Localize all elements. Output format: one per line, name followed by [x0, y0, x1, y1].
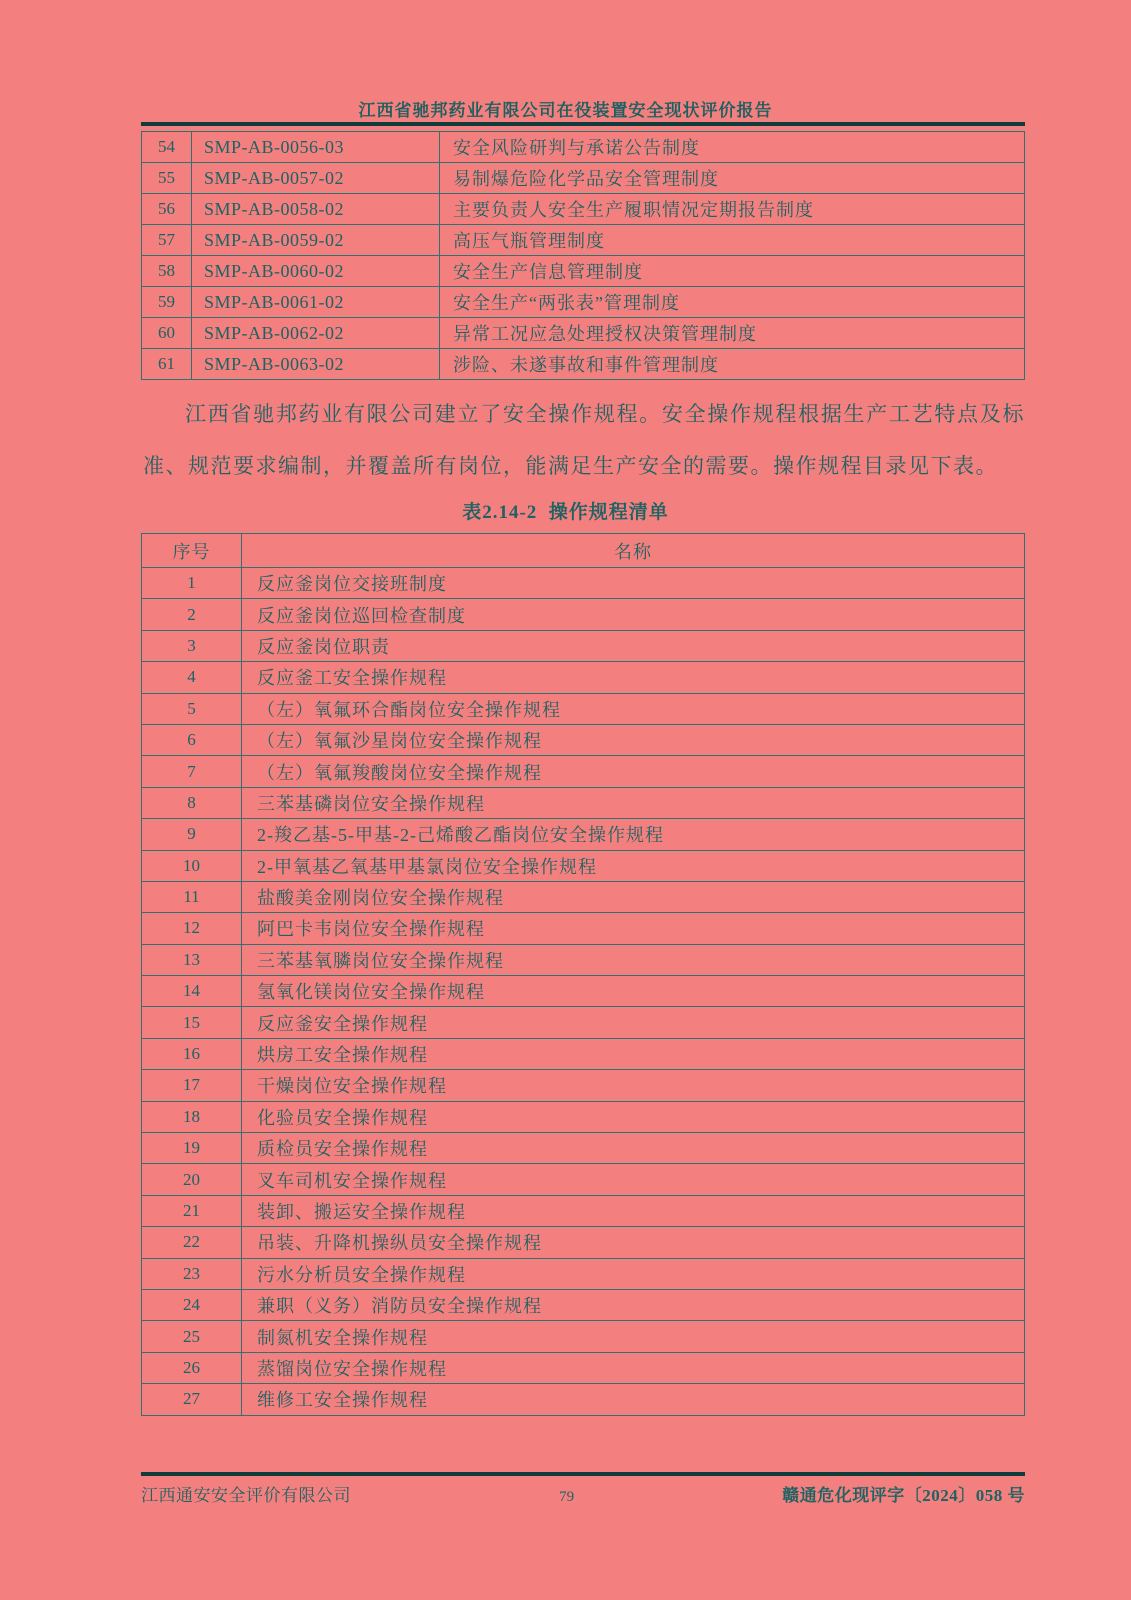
row-number: 11 [142, 881, 242, 912]
row-name: 制氮机安全操作规程 [242, 1321, 1025, 1352]
table-row [142, 1352, 1025, 1383]
row-number: 55 [142, 163, 192, 194]
row-name: 三苯基磷岗位安全操作规程 [242, 787, 1025, 818]
table-row [142, 1164, 1025, 1195]
table-row [142, 976, 1025, 1007]
row-number: 12 [142, 913, 242, 944]
table-row [142, 318, 1025, 349]
row-code: SMP-AB-0062-02 [192, 318, 440, 349]
row-name: 干燥岗位安全操作规程 [242, 1070, 1025, 1101]
row-name: 阿巴卡韦岗位安全操作规程 [242, 913, 1025, 944]
row-name: 反应釜岗位巡回检查制度 [242, 599, 1025, 630]
row-number: 61 [142, 349, 192, 380]
row-name: 反应釜安全操作规程 [242, 1007, 1025, 1038]
row-name: 污水分析员安全操作规程 [242, 1258, 1025, 1289]
row-number: 54 [142, 132, 192, 163]
row-name: 异常工况应急处理授权决策管理制度 [440, 318, 1025, 349]
table-row [142, 787, 1025, 818]
row-number: 22 [142, 1227, 242, 1258]
row-number: 27 [142, 1384, 242, 1415]
table-row [142, 1289, 1025, 1320]
table-row [142, 1007, 1025, 1038]
row-name: 蒸馏岗位安全操作规程 [242, 1352, 1025, 1383]
row-code: SMP-AB-0059-02 [192, 225, 440, 256]
row-name: （左）氧氟羧酸岗位安全操作规程 [242, 756, 1025, 787]
row-name: 2-羧乙基-5-甲基-2-己烯酸乙酯岗位安全操作规程 [242, 819, 1025, 850]
row-number: 59 [142, 287, 192, 318]
table-row [142, 1038, 1025, 1069]
table-caption: 表2.14-2 操作规程清单 [462, 502, 669, 523]
table-row [142, 163, 1025, 194]
row-name: 氢氧化镁岗位安全操作规程 [242, 976, 1025, 1007]
table-row [142, 194, 1025, 225]
table-row [142, 819, 1025, 850]
row-number: 18 [142, 1101, 242, 1132]
row-name: 装卸、搬运安全操作规程 [242, 1195, 1025, 1226]
row-number: 15 [142, 1007, 242, 1038]
footer-doc-number: 赣通危化现评字〔2024〕058 号 [782, 1486, 1025, 1505]
row-code: SMP-AB-0061-02 [192, 287, 440, 318]
row-name: （左）氧氟环合酯岗位安全操作规程 [242, 693, 1025, 724]
row-number: 5 [142, 693, 242, 724]
table-row [142, 1195, 1025, 1226]
row-number: 19 [142, 1133, 242, 1164]
row-name: （左）氧氟沙星岗位安全操作规程 [242, 724, 1025, 755]
table-row [142, 349, 1025, 380]
row-number: 17 [142, 1070, 242, 1101]
footer-rule [141, 1472, 1025, 1476]
table-row [142, 1227, 1025, 1258]
header-rule [141, 122, 1025, 126]
table-row [142, 225, 1025, 256]
row-number: 2 [142, 599, 242, 630]
row-code: SMP-AB-0063-02 [192, 349, 440, 380]
row-code: SMP-AB-0057-02 [192, 163, 440, 194]
row-number: 13 [142, 944, 242, 975]
table-row [142, 693, 1025, 724]
table-row [142, 724, 1025, 755]
row-name: 质检员安全操作规程 [242, 1133, 1025, 1164]
row-number: 57 [142, 225, 192, 256]
table-row [142, 850, 1025, 881]
row-number: 14 [142, 976, 242, 1007]
row-number: 1 [142, 568, 242, 599]
row-name: 化验员安全操作规程 [242, 1101, 1025, 1132]
row-name: 叉车司机安全操作规程 [242, 1164, 1025, 1195]
row-number: 26 [142, 1352, 242, 1383]
row-number: 4 [142, 662, 242, 693]
table-row [142, 881, 1025, 912]
row-name: 兼职（义务）消防员安全操作规程 [242, 1289, 1025, 1320]
footer-company: 江西通安安全评价有限公司 [141, 1486, 351, 1505]
row-number: 58 [142, 256, 192, 287]
row-number: 6 [142, 724, 242, 755]
row-name: 安全风险研判与承诺公告制度 [440, 132, 1025, 163]
page-header-title: 江西省驰邦药业有限公司在役装置安全现状评价报告 [358, 101, 773, 120]
row-name: 维修工安全操作规程 [242, 1384, 1025, 1415]
row-number: 10 [142, 850, 242, 881]
row-code: SMP-AB-0056-03 [192, 132, 440, 163]
table-row [142, 1133, 1025, 1164]
row-number: 25 [142, 1321, 242, 1352]
page-number: 79 [559, 1489, 575, 1505]
row-name: 安全生产信息管理制度 [440, 256, 1025, 287]
row-name: 三苯基氧膦岗位安全操作规程 [242, 944, 1025, 975]
table-header-row [142, 534, 1025, 568]
row-code: SMP-AB-0060-02 [192, 256, 440, 287]
row-number: 20 [142, 1164, 242, 1195]
row-number: 9 [142, 819, 242, 850]
row-number: 7 [142, 756, 242, 787]
row-name: 反应釜工安全操作规程 [242, 662, 1025, 693]
row-number: 24 [142, 1289, 242, 1320]
page-footer [141, 1481, 1025, 1506]
row-name: 安全生产“两张表”管理制度 [440, 287, 1025, 318]
row-name: 涉险、未遂事故和事件管理制度 [440, 349, 1025, 380]
body-paragraph: 江西省驰邦药业有限公司建立了安全操作规程。安全操作规程根据生产工艺特点及标准、规范要求编制，并覆盖所有岗位，能满足生产安全的需要。操作规程目录见下表。 [143, 402, 1025, 478]
row-number: 23 [142, 1258, 242, 1289]
row-name: 反应釜岗位交接班制度 [242, 568, 1025, 599]
col-header-number: 序号 [142, 534, 242, 568]
table-row [142, 1258, 1025, 1289]
table-row [142, 256, 1025, 287]
row-name: 高压气瓶管理制度 [440, 225, 1025, 256]
row-name: 易制爆危险化学品安全管理制度 [440, 163, 1025, 194]
table-row [142, 287, 1025, 318]
row-number: 8 [142, 787, 242, 818]
table-row [142, 599, 1025, 630]
table-row [142, 568, 1025, 599]
management-system-table [141, 131, 1025, 380]
row-number: 60 [142, 318, 192, 349]
table-row [142, 132, 1025, 163]
table-row [142, 662, 1025, 693]
table-row [142, 1101, 1025, 1132]
table-row [142, 944, 1025, 975]
table-row [142, 913, 1025, 944]
table-row [142, 756, 1025, 787]
row-code: SMP-AB-0058-02 [192, 194, 440, 225]
table-row [142, 1384, 1025, 1415]
row-name: 反应釜岗位职责 [242, 630, 1025, 661]
row-number: 56 [142, 194, 192, 225]
operating-procedures-table [141, 533, 1025, 1416]
row-name: 盐酸美金刚岗位安全操作规程 [242, 881, 1025, 912]
row-number: 16 [142, 1038, 242, 1069]
row-number: 3 [142, 630, 242, 661]
row-name: 2-甲氧基乙氧基甲基氯岗位安全操作规程 [242, 850, 1025, 881]
table-row [142, 630, 1025, 661]
row-name: 烘房工安全操作规程 [242, 1038, 1025, 1069]
row-name: 主要负责人安全生产履职情况定期报告制度 [440, 194, 1025, 225]
row-name: 吊装、升降机操纵员安全操作规程 [242, 1227, 1025, 1258]
row-number: 21 [142, 1195, 242, 1226]
table-row [142, 1070, 1025, 1101]
table-row [142, 1321, 1025, 1352]
col-header-name: 名称 [242, 534, 1025, 568]
